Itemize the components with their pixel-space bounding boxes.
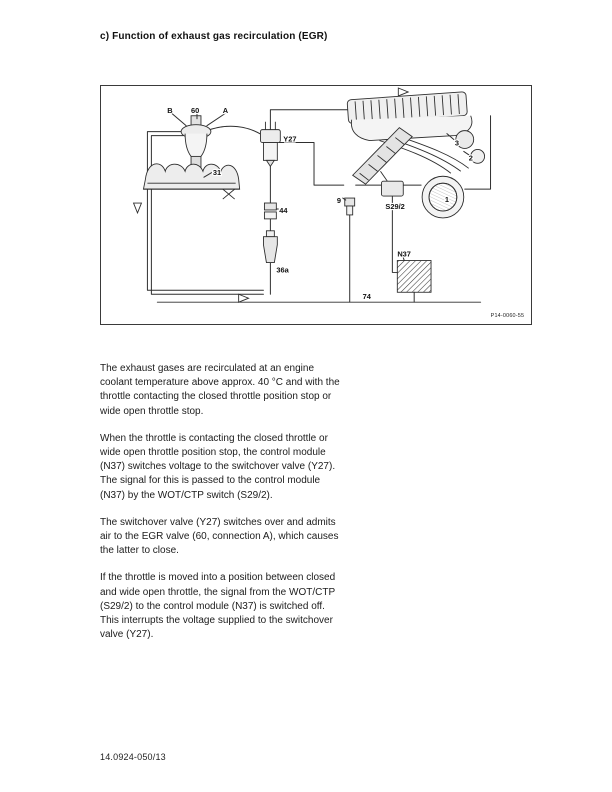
- wot-ctp-switch-s29-2: [380, 171, 403, 196]
- label-n37: N37: [397, 249, 411, 259]
- label-9: 9: [336, 196, 341, 206]
- flow-arrow-bottom: [239, 294, 249, 302]
- label-y27: Y27: [283, 134, 297, 144]
- exhaust-manifold: [143, 164, 239, 199]
- control-module-n37: [397, 261, 431, 293]
- page-number-footer: 14.0924-050/13: [100, 752, 166, 762]
- paragraph-2: When the throttle is contacting the closed throttle or wide open throttle position stop, the control module (N37) switches voltage to the switchover valve (Y27). The signal for this is passed to the control module (N37) by the WOT/CTP switch (S29/2).: [100, 432, 336, 501]
- label-36a: 36a: [276, 265, 289, 275]
- label-44: 44: [279, 205, 288, 215]
- filter-36a: [263, 231, 277, 263]
- paragraph-1: The exhaust gases are recirculated at an engine coolant temperature above approx. 40 °C and with the throttle contacting the closed throttle position stop or wide open throttle stop.: [100, 363, 340, 417]
- flow-arrow-top: [398, 88, 408, 96]
- section-heading: c) Function of exhaust gas recirculation (EGR): [100, 31, 328, 42]
- sensor-9: [345, 198, 355, 215]
- paragraph-4: If the throttle is moved into a position between closed and wide open throttle, the signal from the WOT/CTP (S29/2) to the control module (N37) is switched off. This interrupts the voltage supplied to the switchover valve (Y27).: [100, 572, 336, 641]
- engine-assembly: [347, 92, 485, 218]
- label-2: 2: [468, 153, 473, 163]
- egr-system-diagram: [101, 86, 531, 324]
- flow-arrow-left: [134, 203, 142, 213]
- label-31: 31: [212, 168, 222, 178]
- label-60: 60: [191, 105, 200, 115]
- label-1: 1: [444, 195, 450, 205]
- label-b: B: [167, 105, 173, 115]
- label-a: A: [222, 105, 229, 115]
- figure-caption: P14-0060-55: [490, 313, 525, 320]
- paragraph-3: The switchover valve (Y27) switches over and admits air to the EGR valve (60, connection A), which causes the latter to close.: [100, 516, 339, 557]
- label-74: 74: [362, 292, 371, 302]
- figure-box: [100, 85, 532, 325]
- body-text: [100, 362, 340, 655]
- check-valve-44: [264, 203, 276, 219]
- egr-valve: [181, 116, 211, 169]
- label-s29-2: S29/2: [385, 201, 405, 211]
- label-3: 3: [454, 138, 459, 148]
